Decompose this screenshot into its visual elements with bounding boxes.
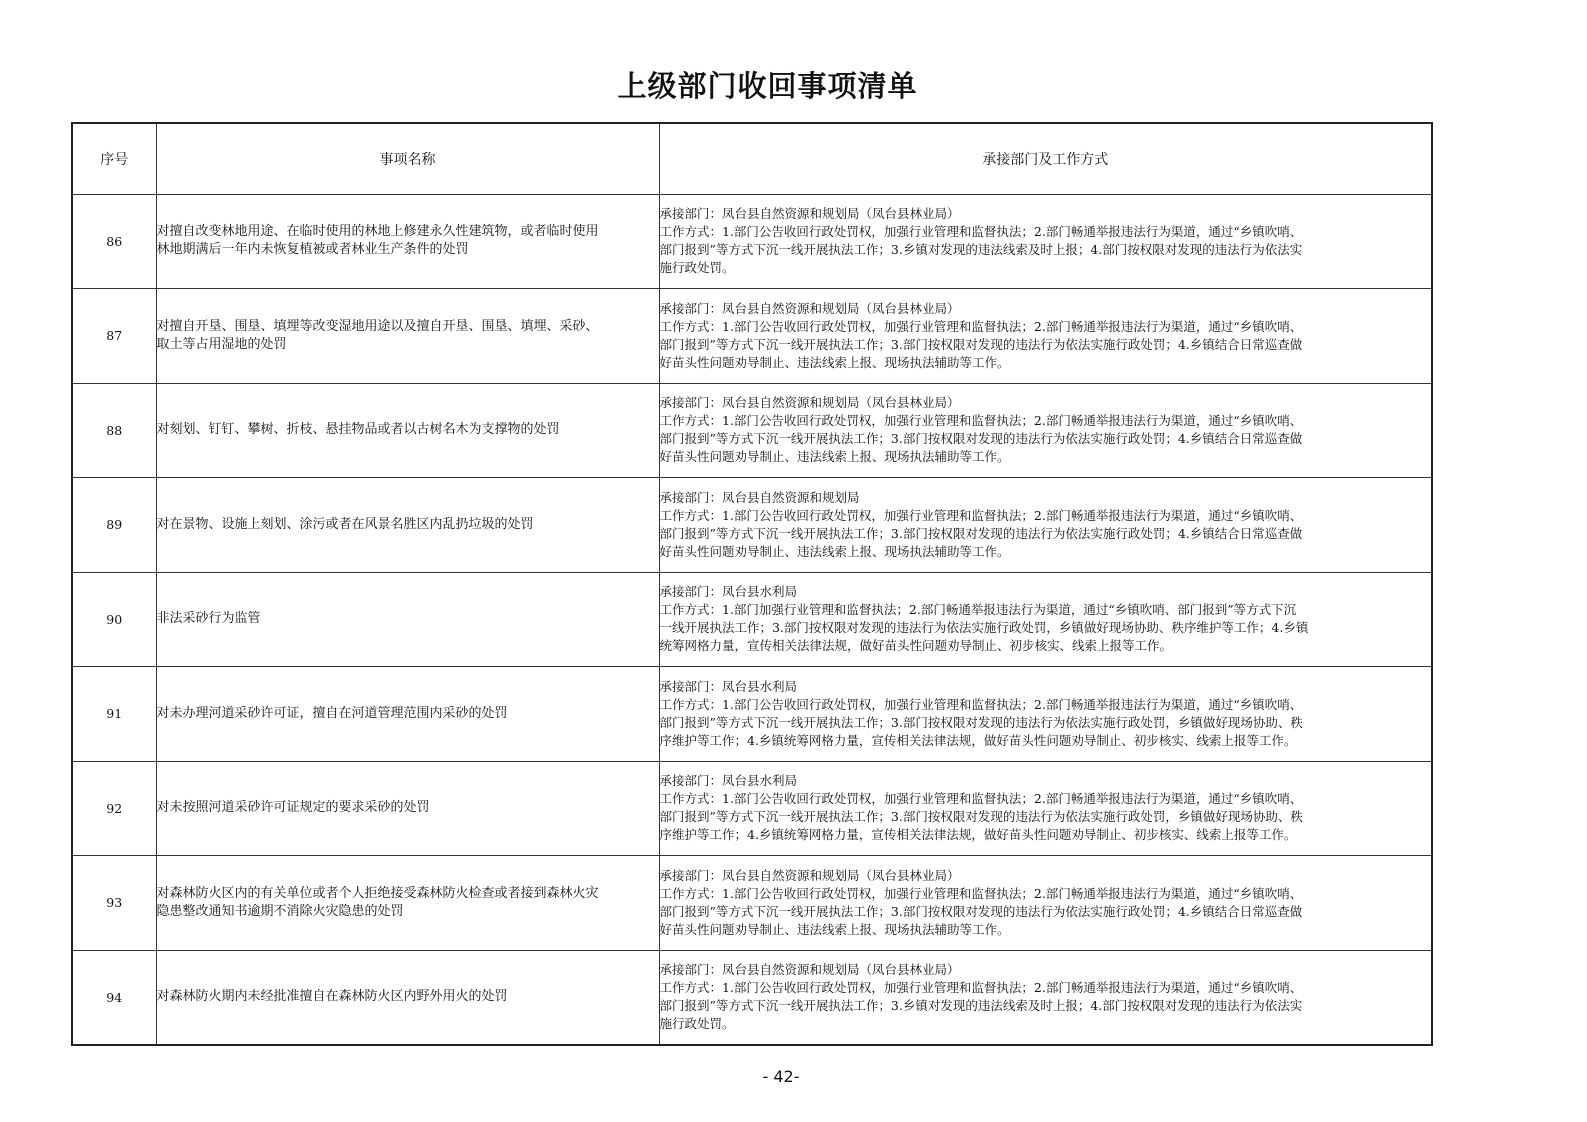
department-mode-line: 承接部门：凤台县自然资源和规划局（凤台县林业局）	[659, 206, 960, 222]
header-name: 事项名称	[156, 123, 659, 194]
table-row	[72, 383, 1432, 478]
item-name-cell	[156, 950, 659, 1045]
item-name-cell	[156, 856, 659, 951]
table-header-row	[72, 123, 1432, 194]
department-mode-line: 承接部门：凤台县自然资源和规划局（凤台县林业局）	[659, 867, 960, 883]
department-mode-line: 承接部门：凤台县自然资源和规划局（凤台县林业局）	[659, 395, 960, 411]
department-mode-line: 好苗头性问题劝导制止、违法线索上报、现场执法辅助等工作。	[659, 543, 1010, 559]
page-title: 上级部门收回事项清单	[617, 69, 918, 103]
item-name-line: 对在景物、设施上刻划、涂污或者在风景名胜区内乱扔垃圾的处罚	[156, 516, 534, 532]
item-name-cell	[156, 289, 659, 384]
department-mode-line: 部门报到”等方式下沉一线开展执法工作；3.乡镇对发现的违法线索及时上报；4.部门按权限对发现的违法行为依法实	[659, 242, 1303, 258]
item-name-cell	[156, 572, 659, 667]
item-name-cell	[156, 667, 659, 762]
department-mode-line: 好苗头性问题劝导制止、违法线索上报、现场执法辅助等工作。	[659, 354, 1010, 370]
department-mode-line: 好苗头性问题劝导制止、违法线索上报、现场执法辅助等工作。	[659, 449, 1010, 465]
department-mode-cell	[659, 478, 1432, 573]
department-mode-line: 工作方式：1.部门公告收回行政处罚权，加强行业管理和监督执法；2.部门畅通举报违法行为渠道，通过“乡镇吹哨、	[659, 318, 1303, 334]
header-mode: 承接部门及工作方式	[659, 123, 1432, 194]
department-mode-cell	[659, 667, 1432, 762]
department-mode-cell	[659, 383, 1432, 478]
item-name-line: 对森林防火区内的有关单位或者个人拒绝接受森林防火检查或者接到森林火灾	[156, 885, 599, 901]
department-mode-line: 承接部门：凤台县自然资源和规划局（凤台县林业局）	[659, 300, 960, 316]
row-number: 89	[72, 478, 156, 573]
item-name-cell	[156, 478, 659, 573]
department-mode-line: 工作方式：1.部门加强行业管理和监督执法；2.部门畅通举报违法行为渠道，通过“乡镇吹哨、部门报到”等方式下沉	[659, 602, 1297, 618]
table-row	[72, 667, 1432, 762]
department-mode-line: 工作方式：1.部门公告收回行政处罚权，加强行业管理和监督执法；2.部门畅通举报违法行为渠道，通过“乡镇吹哨、	[659, 507, 1303, 523]
row-number: 93	[72, 856, 156, 951]
row-number: 90	[72, 572, 156, 667]
item-name-line: 对未办理河道采砂许可证，擅自在河道管理范围内采砂的处罚	[156, 705, 508, 721]
department-mode-cell	[659, 761, 1432, 856]
item-name-cell	[156, 761, 659, 856]
department-mode-line: 部门报到”等方式下沉一线开展执法工作；3.乡镇对发现的违法线索及时上报；4.部门按权限对发现的违法行为依法实	[659, 998, 1303, 1013]
department-mode-line: 部门报到”等方式下沉一线开展执法工作；3.部门按权限对发现的违法行为依法实施行政处罚；4.乡镇结合日常巡查做	[659, 336, 1303, 352]
department-mode-line: 工作方式：1.部门公告收回行政处罚权，加强行业管理和监督执法；2.部门畅通举报违法行为渠道，通过“乡镇吹哨、	[659, 791, 1303, 807]
item-name-line: 对未按照河道采砂许可证规定的要求采砂的处罚	[156, 800, 430, 816]
item-name-line: 取土等占用湿地的处罚	[156, 336, 287, 352]
department-mode-line: 部门报到”等方式下沉一线开展执法工作；3.部门按权限对发现的违法行为依法实施行政处罚；4.乡镇结合日常巡查做	[659, 431, 1303, 447]
department-mode-line: 承接部门：凤台县自然资源和规划局	[659, 489, 860, 505]
item-name-line: 非法采砂行为监管	[156, 611, 261, 627]
table-row	[72, 761, 1432, 856]
row-number: 91	[72, 667, 156, 762]
row-number: 88	[72, 383, 156, 478]
row-number: 92	[72, 761, 156, 856]
department-mode-line: 承接部门：凤台县水利局	[659, 584, 798, 600]
item-name-cell	[156, 194, 659, 289]
department-mode-line: 工作方式：1.部门公告收回行政处罚权，加强行业管理和监督执法；2.部门畅通举报违法行为渠道，通过“乡镇吹哨、	[659, 885, 1303, 901]
department-mode-line: 承接部门：凤台县水利局	[659, 773, 798, 789]
department-mode-line: 部门报到”等方式下沉一线开展执法工作；3.部门按权限对发现的违法行为依法实施行政处罚；4.乡镇结合日常巡查做	[659, 525, 1303, 541]
item-name-line: 对擅自改变林地用途、在临时使用的林地上修建永久性建筑物，或者临时使用	[156, 224, 599, 240]
items-table	[71, 122, 1433, 1046]
row-number: 94	[72, 950, 156, 1045]
table-row	[72, 289, 1432, 384]
table-row	[72, 478, 1432, 573]
department-mode-cell	[659, 194, 1432, 289]
table-body	[72, 194, 1432, 1045]
department-mode-line: 工作方式：1.部门公告收回行政处罚权，加强行业管理和监督执法；2.部门畅通举报违法行为渠道，通过“乡镇吹哨、	[659, 413, 1303, 429]
item-name-line: 隐患整改通知书逾期不消除火灾隐患的处罚	[156, 903, 404, 919]
table-row	[72, 950, 1432, 1045]
department-mode-line: 施行政处罚。	[659, 260, 735, 276]
department-mode-line: 施行政处罚。	[659, 1016, 735, 1031]
department-mode-line: 序维护等工作；4.乡镇统筹网格力量，宣传相关法律法规，做好苗头性问题劝导制止、初步核实、线索上报等工作。	[659, 732, 1297, 748]
department-mode-line: 部门报到”等方式下沉一线开展执法工作；3.部门按权限对发现的违法行为依法实施行政处罚，乡镇做好现场协助、秩	[659, 714, 1303, 730]
department-mode-line: 一线开展执法工作；3.部门按权限对发现的违法行为依法实施行政处罚，乡镇做好现场协助、秩序维护等工作；4.乡镇	[659, 620, 1309, 636]
department-mode-line: 承接部门：凤台县水利局	[659, 678, 798, 694]
department-mode-cell	[659, 856, 1432, 951]
department-mode-line: 工作方式：1.部门公告收回行政处罚权，加强行业管理和监督执法；2.部门畅通举报违法行为渠道，通过“乡镇吹哨、	[659, 696, 1303, 712]
row-number: 86	[72, 194, 156, 289]
row-number: 87	[72, 289, 156, 384]
item-name-line: 对森林防火期内未经批准擅自在森林防火区内野外用火的处罚	[156, 989, 508, 1004]
item-name-cell	[156, 383, 659, 478]
table-row	[72, 572, 1432, 667]
department-mode-line: 好苗头性问题劝导制止、违法线索上报、现场执法辅助等工作。	[659, 921, 1010, 937]
header-no: 序号	[72, 123, 156, 194]
department-mode-line: 部门报到”等方式下沉一线开展执法工作；3.部门按权限对发现的违法行为依法实施行政处罚，乡镇做好现场协助、秩	[659, 809, 1303, 825]
department-mode-line: 统筹网格力量，宣传相关法律法规，做好苗头性问题劝导制止、初步核实、线索上报等工作。	[659, 638, 1173, 654]
item-name-line: 林地期满后一年内未恢复植被或者林业生产条件的处罚	[156, 242, 469, 258]
page-number: - 42-	[762, 1067, 800, 1086]
department-mode-line: 工作方式：1.部门公告收回行政处罚权，加强行业管理和监督执法；2.部门畅通举报违法行为渠道，通过“乡镇吹哨、	[659, 224, 1303, 240]
department-mode-line: 部门报到”等方式下沉一线开展执法工作；3.部门按权限对发现的违法行为依法实施行政处罚；4.乡镇结合日常巡查做	[659, 903, 1303, 919]
table-row	[72, 856, 1432, 951]
department-mode-cell	[659, 289, 1432, 384]
item-name-line: 对擅自开垦、围垦、填埋等改变湿地用途以及擅自开垦、围垦、填埋、采砂、	[156, 318, 599, 334]
department-mode-cell	[659, 950, 1432, 1045]
item-name-line: 对刻划、钉钉、攀树、折枝、悬挂物品或者以古树名木为支撑物的处罚	[156, 422, 560, 438]
department-mode-line: 序维护等工作；4.乡镇统筹网格力量，宣传相关法律法规，做好苗头性问题劝导制止、初步核实、线索上报等工作。	[659, 827, 1297, 843]
department-mode-line: 承接部门：凤台县自然资源和规划局（凤台县林业局）	[659, 962, 960, 977]
department-mode-line: 工作方式：1.部门公告收回行政处罚权，加强行业管理和监督执法；2.部门畅通举报违法行为渠道，通过“乡镇吹哨、	[659, 980, 1303, 995]
table-row	[72, 194, 1432, 289]
department-mode-cell	[659, 572, 1432, 667]
